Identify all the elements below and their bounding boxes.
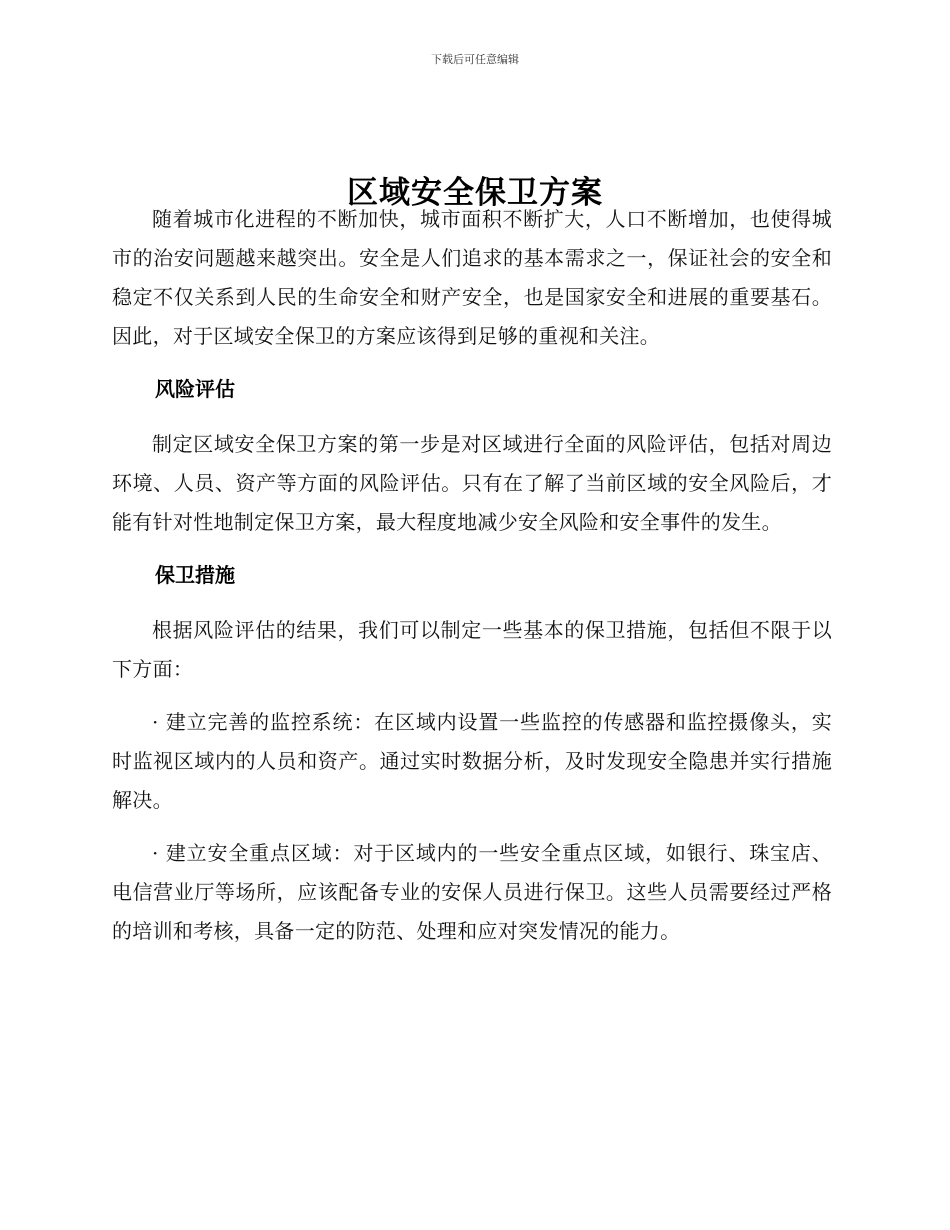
document-title: 区域安全保卫方案 xyxy=(347,174,603,211)
section-heading-security-measures: 保卫措施 xyxy=(155,563,235,587)
monitoring-system-item: · 建立完善的监控系统：在区域内设置一些监控的传感器和监控摄像头，实时监视区域内的人员和资产。通过实时数据分析，及时发现安全隐患并实行措施解决。 xyxy=(112,710,832,812)
document-body xyxy=(112,200,832,965)
security-measures-paragraph: 根据风险评估的结果，我们可以制定一些基本的保卫措施，包括但不限于以下方面： xyxy=(112,618,832,681)
key-security-area-item: · 建立安全重点区域：对于区域内的一些安全重点区域，如银行、珠宝店、电信营业厅等场所，应该配备专业的安保人员进行保卫。这些人员需要经过严格的培训和考核，具备一定的防范、处理和应对突发情况的能力。 xyxy=(112,841,832,943)
intro-paragraph: 随着城市化进程的不断加快，城市面积不断扩大，人口不断增加，也使得城市的治安问题越来越突出。安全是人们追求的基本需求之一，保证社会的安全和稳定不仅关系到人民的生命安全和财产安全，也是国家安全和进展的重要基石。因此，对于区域安全保卫的方案应该得到足够的重视和关注。 xyxy=(112,207,832,348)
page-header: 下载后可任意编辑 xyxy=(431,53,519,66)
risk-assessment-paragraph: 制定区域安全保卫方案的第一步是对区域进行全面的风险评估，包括对周边环境、人员、资产等方面的风险评估。只有在了解了当前区域的安全风险后，才能有针对性地制定保卫方案，最大程度地减少安全风险和安全事件的发生。 xyxy=(112,432,832,534)
section-heading-risk-assessment: 风险评估 xyxy=(155,377,235,401)
